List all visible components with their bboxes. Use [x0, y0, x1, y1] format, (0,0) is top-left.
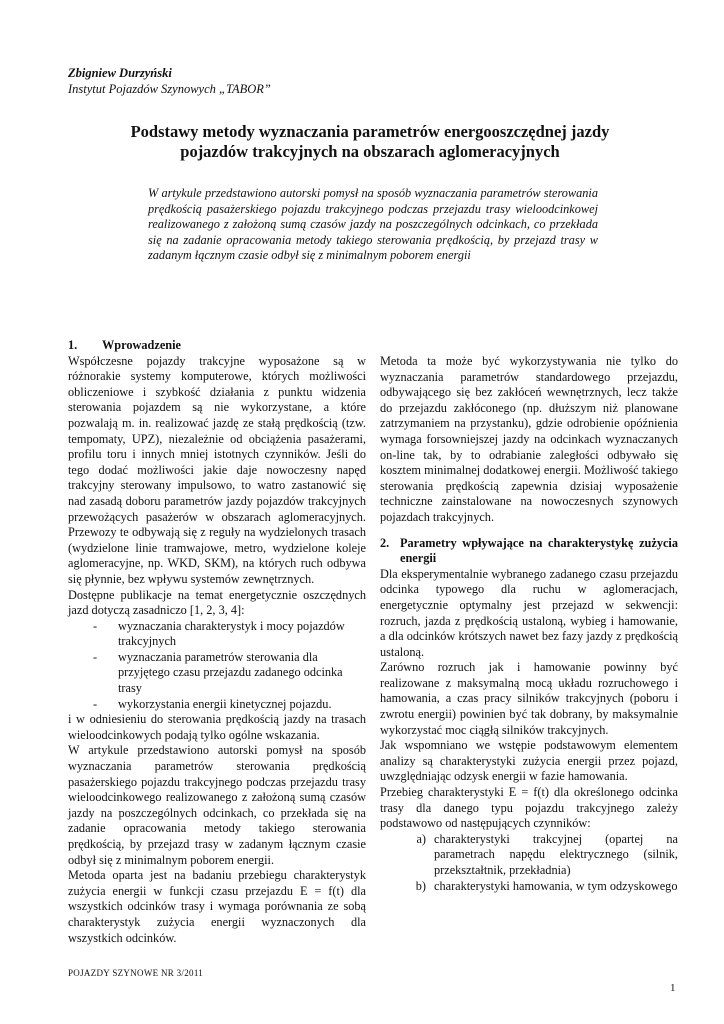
list-marker: -	[92, 649, 98, 664]
paragraph: Współczesne pojazdy trakcyjne wyposażone są w różnorakie systemy komputerowe, których możliwości obliczeniowe i szybkość działania z punktu widzenia sterowania pojazdem są nie wykorzystane, a które pozwalają m. in. realizować jazdę ze stałą prędkością (tzw. tempomaty, UPZ), niezależnie od obciążenia pasażerami, profilu toru i innych mniej istotnych czynników. Jeśli do tego dodać możliwości jakie daje nowoczesny napęd trakcyjny sterowany impulsowo, to watro zastanowić się nad zasadą doboru parametrów jazdy pojazdów trakcyjnych przewożących pasażerów w obszarach aglomeracyjnych. Przewozy te odbywają się z reguły na wydzielonych trasach (wydzielone linie tramwajowe, metro, wydzielone koleje aglomeracyjne, np. WKD, SKM), na których ruch odbywa się płynnie, bez wpływu systemów zewnętrznych.	[68, 353, 366, 586]
left-column	[68, 338, 366, 946]
author-name: Zbigniew Durzyński	[68, 66, 172, 80]
list-marker: -	[92, 696, 98, 711]
right-column	[380, 354, 678, 894]
section-1-number: 1.	[68, 338, 78, 352]
paragraph: Jak wspomniano we wstępie podstawowym elementem analizy są charakterystyki zużycia energii przez pojazd, uwzględniając odzysk energii w fazie hamowania.	[380, 738, 678, 784]
paragraph: Dla eksperymentalnie wybranego zadanego czasu przejazdu odcinka typowego dla ruchu w aglomeracjach, energetycznie optymalny jest przejazd w sekwencji: rozruch, jazda z prędkością ustaloną, wybieg i hamowanie, a dla odcinków krótszych nawet bez fazy jazdy z prędkością ustaloną.	[380, 566, 678, 659]
abstract: W artykule przedstawiono autorski pomysł na sposób wyznaczania parametrów sterowania prędkością pasażerskiego pojazdu trakcyjnego podczas przejazdu trasy wieloodcinkowej realizowanego z założoną sumą czasów jazdy na poszczególnych odcinkach, co przekłada się na zadanie opracowania metody takiego sterowania prędkością, by przejazd trasy w zadanym łącznym czasie odbył się z minimalnym poborem energii	[148, 186, 598, 263]
section-2-number: 2.	[380, 535, 390, 550]
journal-footer: POJAZDY SZYNOWE NR 3/2011	[68, 968, 204, 978]
paragraph: Zarówno rozruch jak i hamowanie powinny być realizowane z maksymalną mocą układu rozruchowego i hamowania, a czas pracy silników trakcyjnych (poboru i zwrotu energii) powinien być tak dobrany, by maksymalnie wykorzystać moc ciągłą silników trakcyjnych.	[380, 660, 678, 737]
paragraph: Metoda oparta jest na badaniu przebiegu charakterystyk zużycia energii w funkcji czasu przejazdu E = f(t) dla wszystkich odcinków trasy i wymaga porównania ze sobą charakterystyk zużycia energii wyznaczonych dla wszystkich odcinków.	[68, 868, 366, 945]
list-marker: b)	[415, 878, 426, 893]
paragraph: Metoda ta może być wykorzystywania nie tylko do wyznaczania parametrów standardowego przejazdu, odbywającego się bez zakłóceń wewnętrznych, lecz także do przejazdu zakłóconego (np. dłuższym niż planowane zatrzymaniem na przystanku), gdzie odrobienie opóźnienia wymaga forsowniejszej jazdy na odcinkach wyznaczanych on-line tak, by to odrabianie zaległości odbywało się kosztem minimalnej dodatkowej energii. Możliwość takiego sterowania prędkością zapewnia dzisiaj wyposażenie techniczne zainstalowane na nowoczesnych szynowych pojazdach trakcyjnych.	[380, 354, 678, 524]
list-marker: -	[92, 618, 98, 633]
list-item-text: charakterystyki trakcyjnej (opartej na parametrach napędu elektrycznego (silnik, przekształtnik, przekładnia)	[434, 831, 678, 877]
paragraph: i w odniesieniu do sterowania prędkością jazdy na trasach wieloodcinkowych podają tylko ogólne wskazania.	[68, 712, 366, 742]
list-item-text: wyznaczania parametrów sterowania dla przyjętego czasu przejazdu zadanego odcinka trasy	[118, 649, 343, 696]
page-number: 1	[670, 982, 676, 994]
paragraph: Dostępne publikacje na temat energetycznie oszczędnych jazd dotyczą zasadniczo [1, 2, 3, 4]:	[68, 587, 366, 618]
paragraph: W artykule przedstawiono autorski pomysł na sposób wyznaczania parametrów sterowania prędkością pasażerskiego pojazdu trakcyjnego podczas przejazdu trasy wieloodcinkowego realizowanego z założoną sumą czasów jazdy na poszczególnych odcinkach, co przekłada się na zadanie opracowania metody takiego sterowania prędkością, by przejazd trasy w zadanym łącznym czasie odbył się z minimalnym poborem energii.	[68, 743, 366, 867]
section-1-heading	[68, 338, 366, 354]
article-title: Podstawy metody wyznaczania parametrów energooszczędnej jazdy pojazdów trakcyjnych na obszarach aglomeracyjnych	[130, 122, 610, 161]
section-2-heading	[380, 536, 678, 567]
list-item	[68, 650, 366, 697]
list-item-text: wykorzystania energii kinetycznej pojazdu.	[118, 696, 332, 711]
list-item-text: wyznaczania charakterystyk i mocy pojazdów trakcyjnych	[118, 618, 345, 649]
paragraph: Przebieg charakterystyki E = f(t) dla określonego odcinka trasy dla danego typu pojazdu trakcyjnego zależy podstawowo od następujących czynników:	[380, 785, 678, 831]
author-institution: Instytut Pojazdów Szynowych „TABOR”	[68, 82, 271, 96]
list-marker: a)	[416, 831, 426, 846]
list-item	[68, 619, 366, 650]
list-item	[380, 879, 678, 895]
list-item	[380, 832, 678, 879]
section-2-title: Parametry wpływające na charakterystykę zużycia energii	[400, 535, 678, 566]
section-1-title: Wprowadzenie	[102, 338, 182, 352]
list-item	[68, 697, 366, 713]
list-item-text: charakterystyki hamowania, w tym odzyskowego	[434, 878, 678, 893]
